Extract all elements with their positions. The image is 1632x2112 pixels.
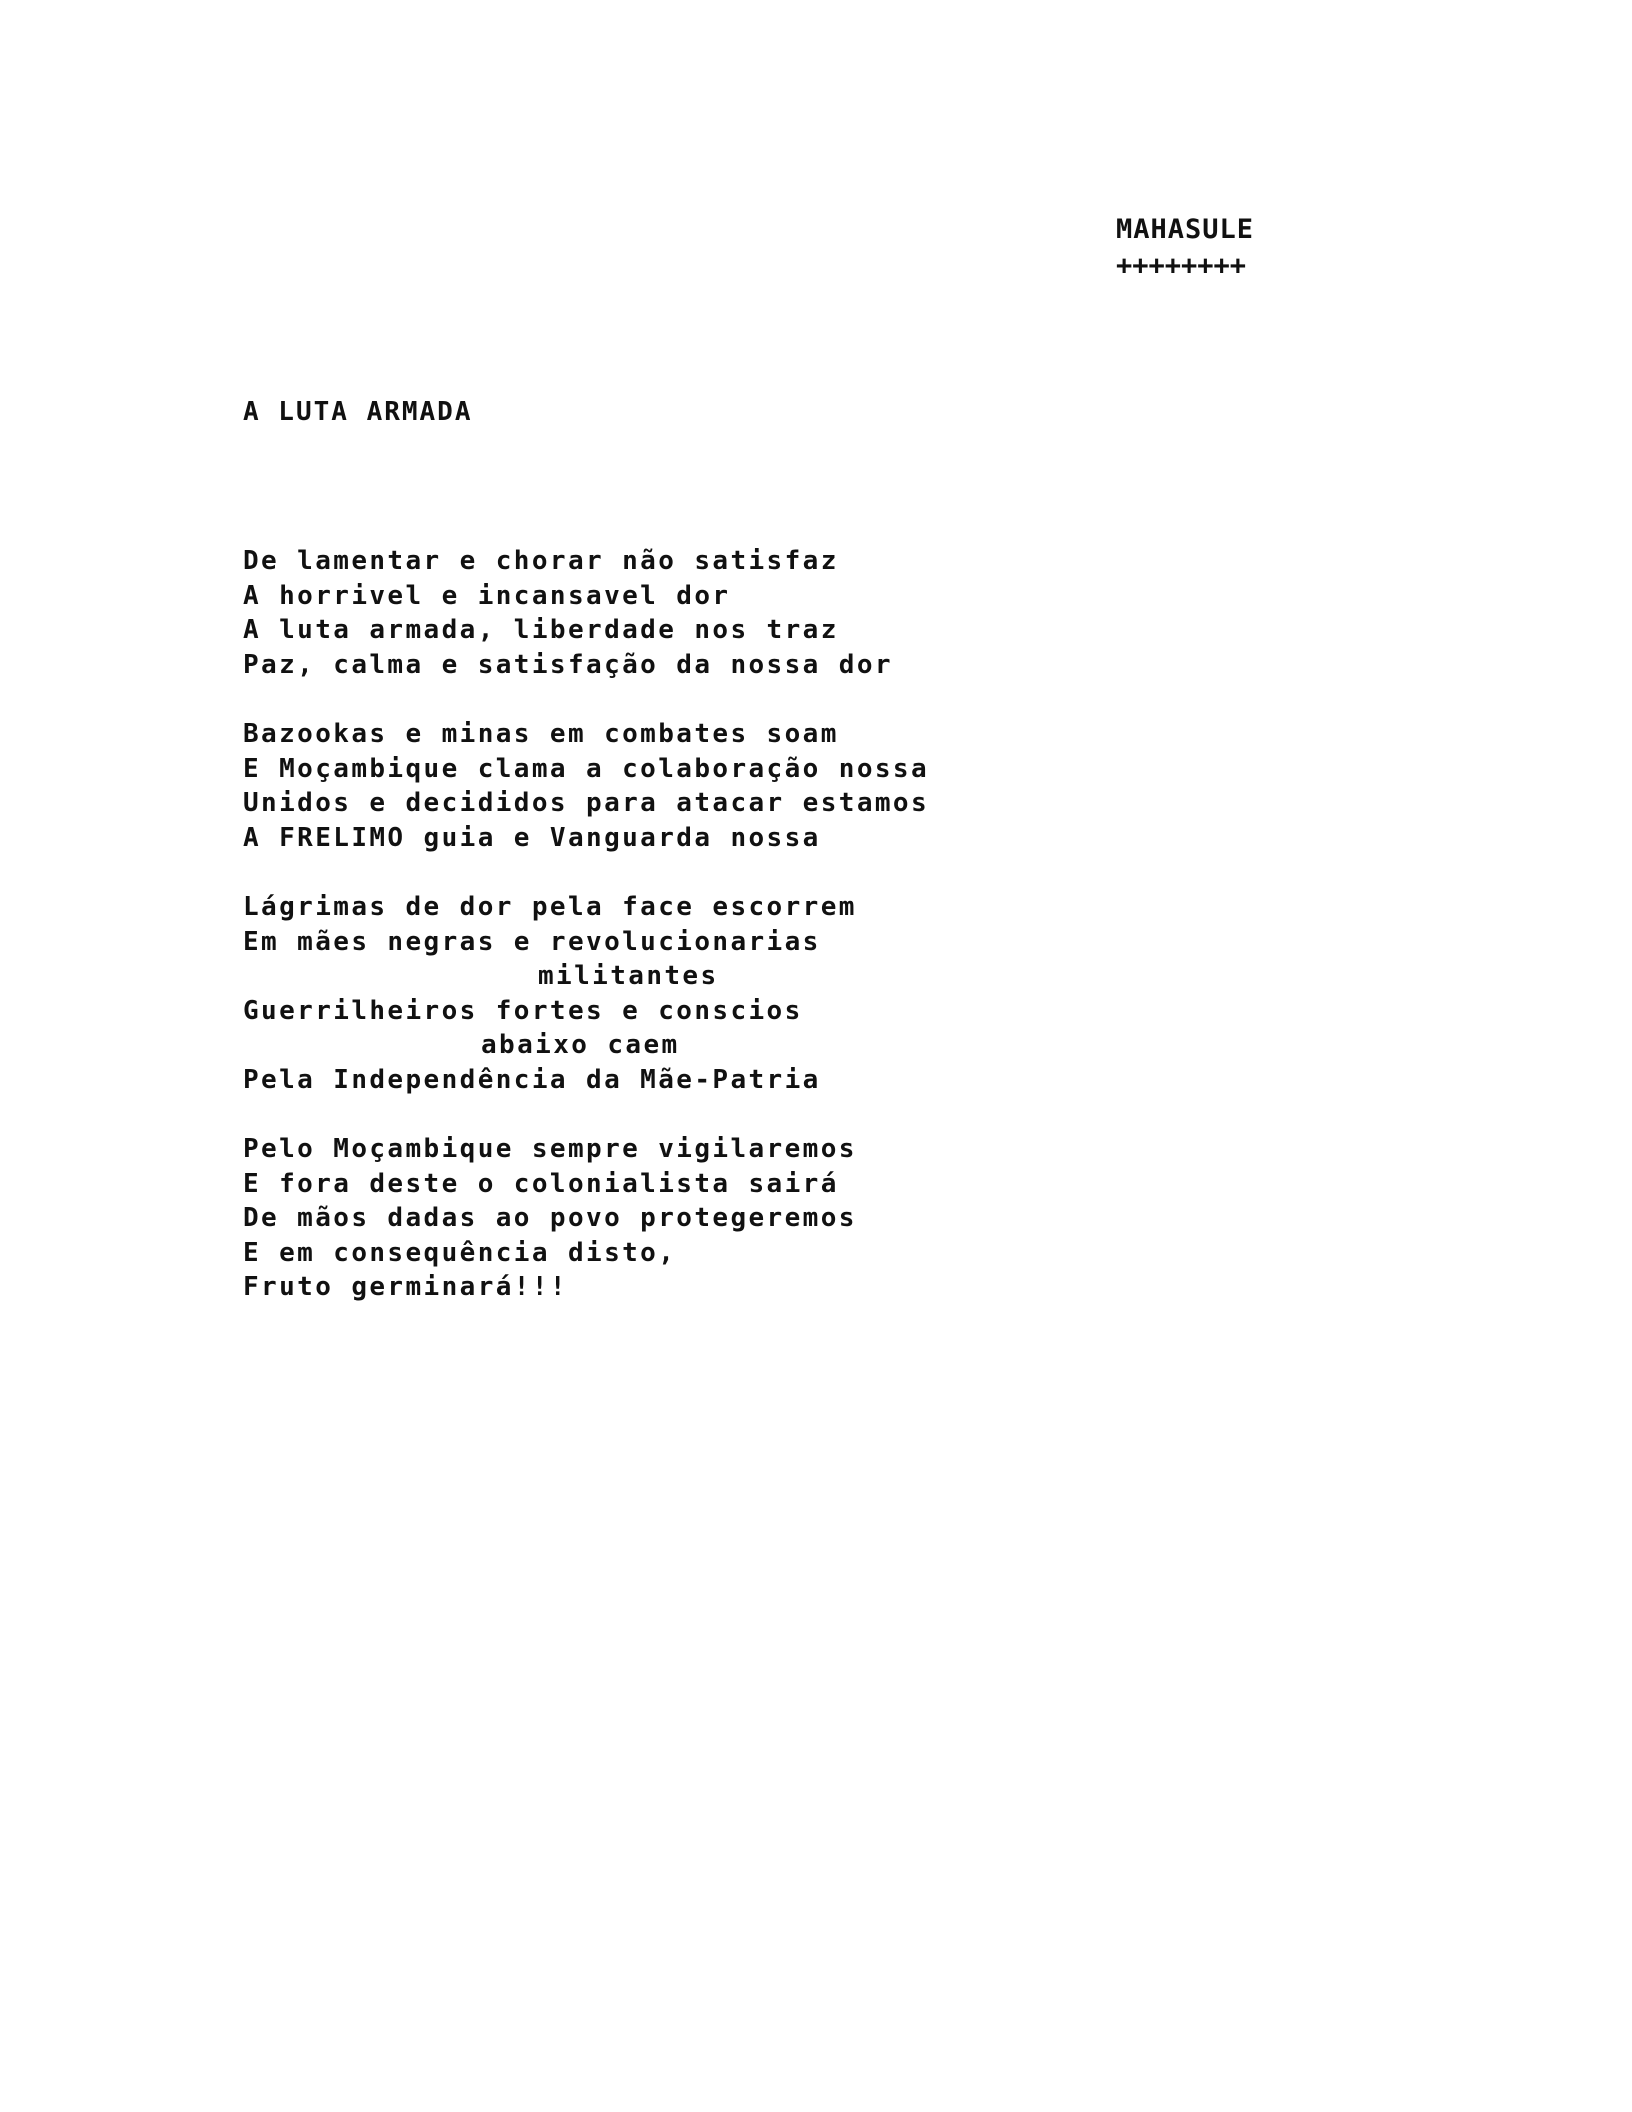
poem-line: Unidos e decididos para atacar estamos xyxy=(243,788,930,818)
stanza-3 xyxy=(243,890,929,1097)
poem-line: E fora deste o colonialista sairá xyxy=(243,1168,839,1199)
stanza-1 xyxy=(243,544,929,682)
poem-line: Em mães negras e revolucionarias xyxy=(243,926,821,957)
author-rule: ++++++++ xyxy=(1116,250,1247,281)
poem-line: Guerrilheiros fortes e conscios xyxy=(243,995,803,1026)
stanza-2 xyxy=(243,717,929,855)
poem-line: A luta armada, liberdade nos traz xyxy=(243,615,839,645)
poem-line: A horrivel e incansavel dor xyxy=(243,580,731,611)
poem-line-continuation: militantes xyxy=(538,961,719,991)
poem-line: E em consequência disto, xyxy=(243,1237,677,1268)
stanza-4 xyxy=(243,1132,929,1305)
poem-line: De mãos dadas ao povo protegeremos xyxy=(243,1203,857,1233)
poem-line: A FRELIMO guia e Vanguarda nossa xyxy=(243,822,821,853)
poem-line: Fruto germinará!!! xyxy=(243,1272,568,1302)
poem-line: Paz, calma e satisfação da nossa dor xyxy=(243,649,893,680)
poem-body xyxy=(243,544,929,1340)
author-block xyxy=(1116,212,1254,284)
poem-line: De lamentar e chorar não satisfaz xyxy=(243,546,839,576)
poem-title: A LUTA ARMADA xyxy=(243,397,473,427)
poem-line-continuation: abaixo caem xyxy=(481,1030,680,1060)
poem-line: Pela Independência da Mãe-Patria xyxy=(243,1064,821,1095)
poem-line: Pelo Moçambique sempre vigilaremos xyxy=(243,1134,857,1164)
poem-line: E Moçambique clama a colaboração nossa xyxy=(243,753,930,784)
poem-line: Bazookas e minas em combates soam xyxy=(243,719,839,749)
poem-line: Lágrimas de dor pela face escorrem xyxy=(243,892,857,922)
author-name: MAHASULE xyxy=(1116,214,1255,245)
